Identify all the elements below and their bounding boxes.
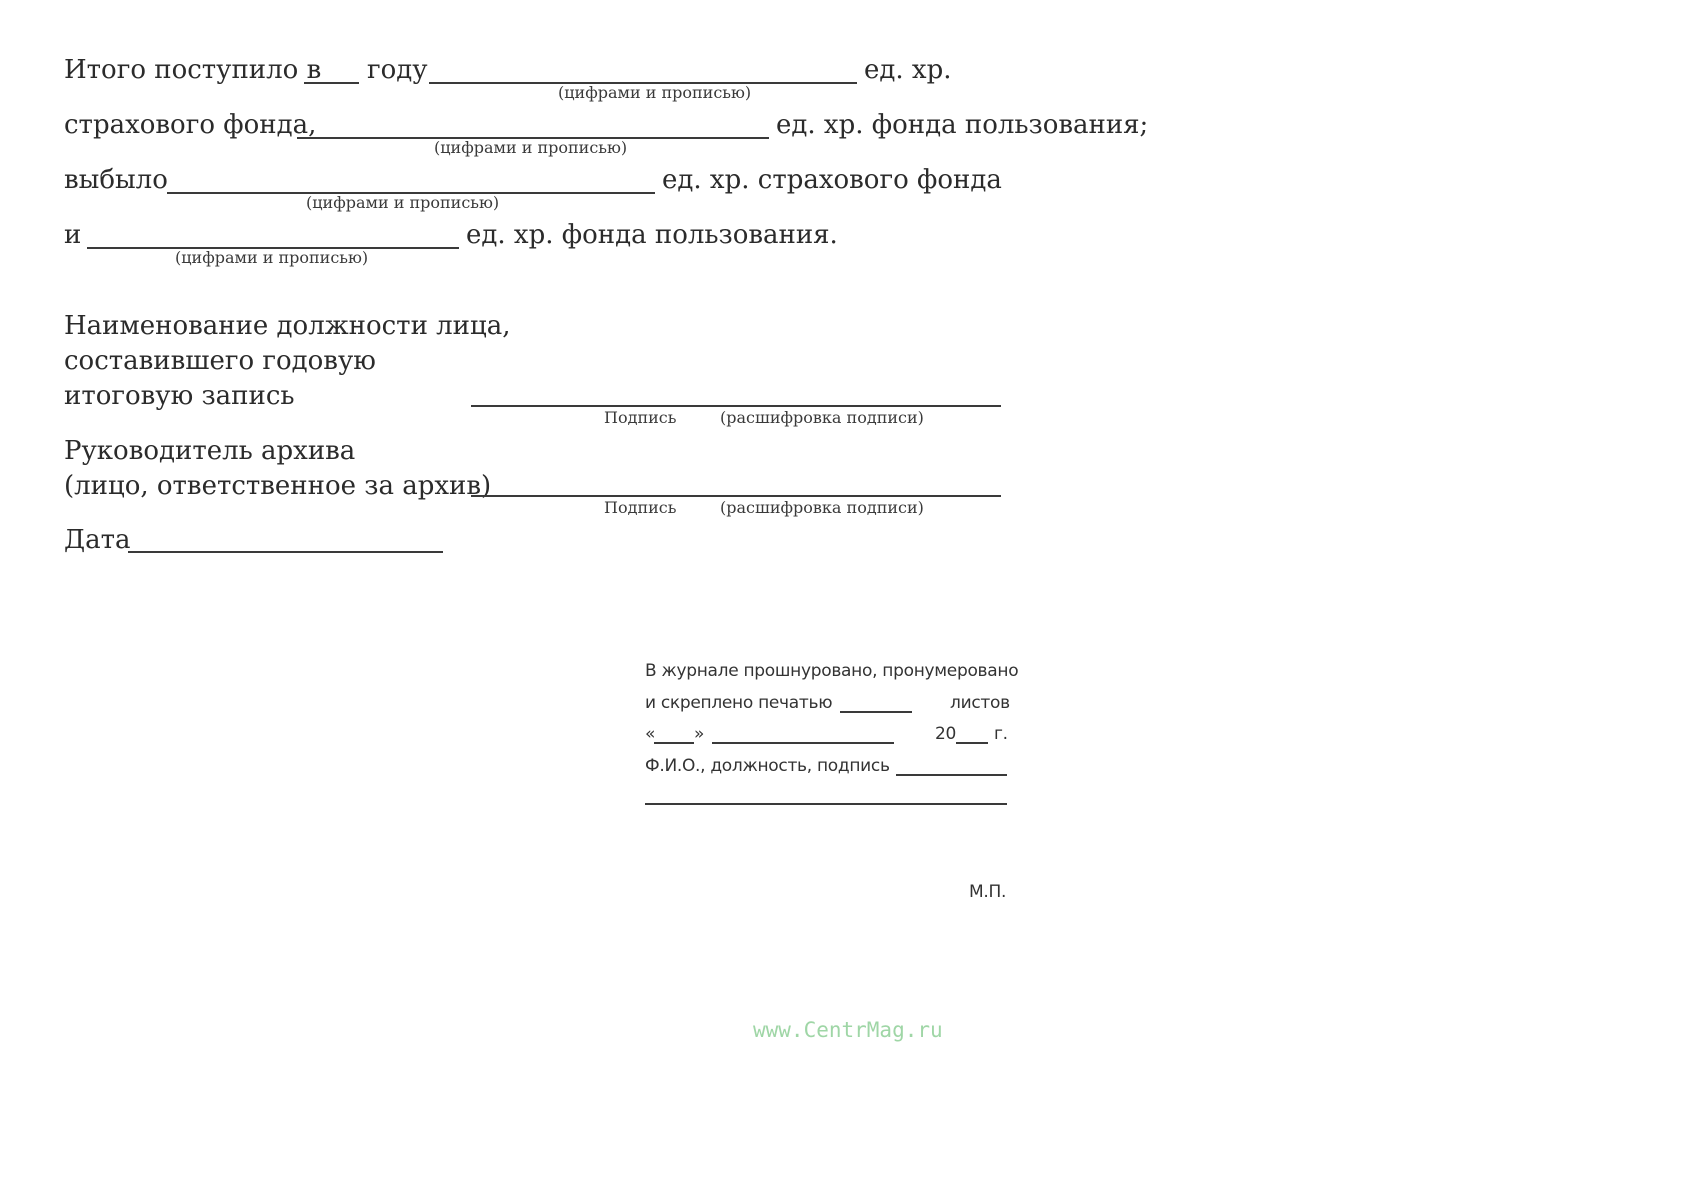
year-blank[interactable] <box>304 82 359 84</box>
date-label: Дата <box>64 525 131 555</box>
position-label-line-1: Наименование должности лица, <box>64 311 511 341</box>
position-decode-hint: (расшифровка подписи) <box>720 408 924 427</box>
head-label <box>64 434 491 504</box>
retired-usage-hint: (цифрами и прописью) <box>175 248 369 267</box>
line3-retired: выбыло <box>64 165 168 195</box>
head-label-line-1: Руководитель архива <box>64 436 356 466</box>
position-label <box>64 309 511 414</box>
stamp-line-2-a: и скреплено печатью <box>645 693 833 713</box>
head-signature-hint: Подпись <box>604 498 677 517</box>
line2-insurance-fund: страхового фонда, <box>64 110 317 140</box>
watermark: www.CentrMag.ru <box>753 1018 943 1042</box>
stamp-year-suffix: г. <box>994 724 1008 744</box>
stamp-quote-open: « <box>645 724 656 744</box>
seal-place-label: М.П. <box>969 882 1007 902</box>
stamp-line-4: Ф.И.О., должность, подпись <box>645 756 890 776</box>
position-label-line-2: составившего годовую <box>64 346 376 376</box>
line4-and: и <box>64 220 82 250</box>
day-blank[interactable] <box>654 742 694 744</box>
stamp-quote-close: » <box>694 724 705 744</box>
stamp-line-1: В журнале прошнуровано, пронумеровано <box>645 661 1019 681</box>
line2-units: ед. хр. фонда пользования; <box>776 110 1149 140</box>
position-label-line-3: итоговую запись <box>64 381 295 411</box>
head-signature-line[interactable] <box>471 495 1001 497</box>
line1-year-word: году <box>367 55 428 85</box>
line1-text-a: Итого поступило в <box>64 55 322 85</box>
line1-total-received <box>64 55 321 85</box>
line4-units: ед. хр. фонда пользования. <box>466 220 838 250</box>
position-signature-hint: Подпись <box>604 408 677 427</box>
stamp-line-2-b: листов <box>950 693 1010 713</box>
retired-insurance-hint: (цифрами и прописью) <box>306 193 500 212</box>
year-suffix-blank[interactable] <box>956 742 988 744</box>
fio-blank[interactable] <box>896 774 1007 776</box>
head-decode-hint: (расшифровка подписи) <box>720 498 924 517</box>
line1-units: ед. хр. <box>864 55 952 85</box>
sheets-count-blank[interactable] <box>840 711 912 713</box>
line3-units: ед. хр. страхового фонда <box>662 165 1002 195</box>
stamp-year-prefix: 20 <box>935 724 957 744</box>
head-label-line-2: (лицо, ответственное за архив) <box>64 471 492 501</box>
received-count-hint: (цифрами и прописью) <box>558 83 752 102</box>
date-blank[interactable] <box>128 551 443 553</box>
position-signature-line[interactable] <box>471 405 1001 407</box>
month-blank[interactable] <box>712 742 894 744</box>
insurance-fund-hint: (цифрами и прописью) <box>434 138 628 157</box>
stamp-full-line[interactable] <box>645 803 1007 805</box>
